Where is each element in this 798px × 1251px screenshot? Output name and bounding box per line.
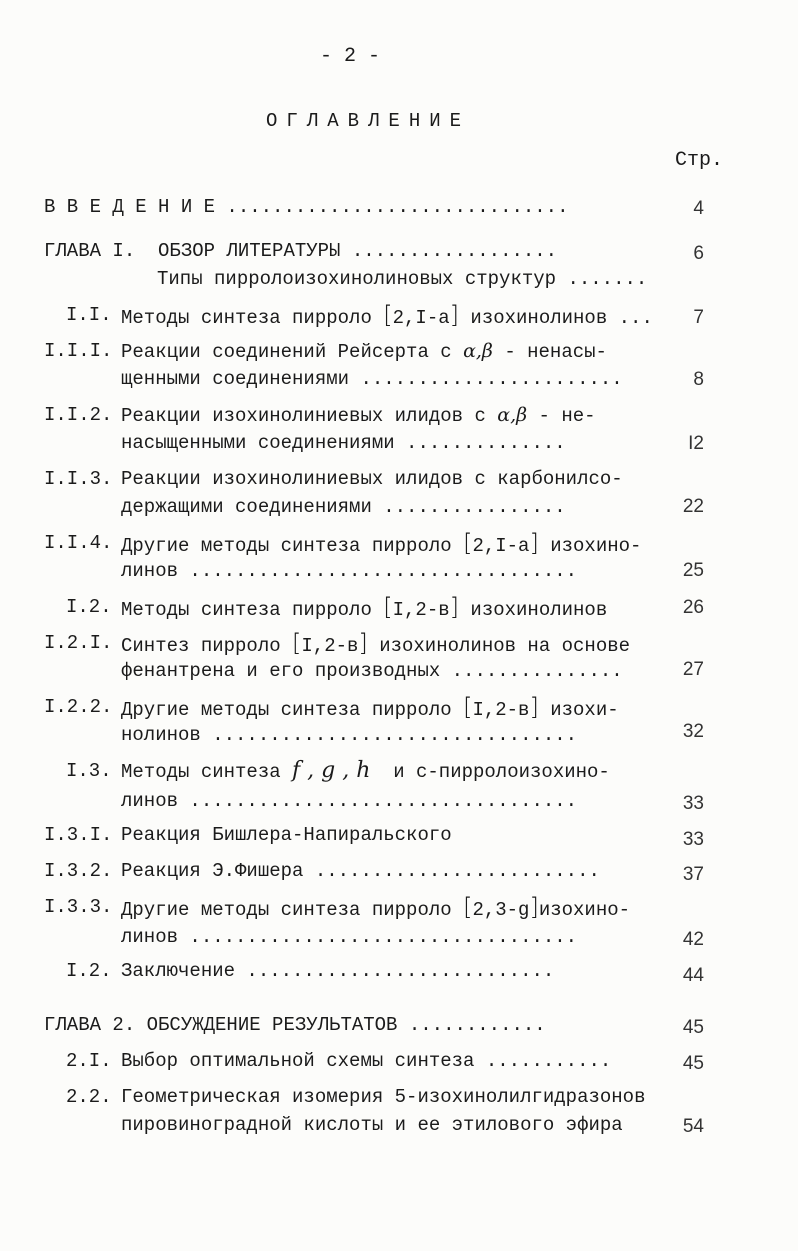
entry-text: Методы синтеза f , g , h и с-пирролоизохино-: [121, 758, 610, 783]
entry-text: Реакция Бишлера-Напиральского: [121, 824, 452, 846]
entry-text: Реакции соединений Рейсерта с α,β - ненасы-: [121, 340, 607, 363]
entry-page: 25: [682, 560, 704, 581]
entry-text-continued: нолинов ................................: [121, 724, 578, 746]
entry-text-continued: щенными соединениями .......................: [121, 368, 623, 390]
entry-text: Другие методы синтеза пирроло [2,I-а] изохино-: [121, 529, 642, 557]
entry-page: 4: [693, 198, 704, 219]
entry-page: 44: [682, 965, 704, 986]
entry-text: Геометрическая изомерия 5-изохинолилгидразонов: [121, 1086, 646, 1108]
section-number: I.2.I.: [44, 632, 113, 654]
section-number: I.I.I.: [44, 340, 113, 362]
entry-page: 33: [682, 829, 704, 850]
entry-text-continued: держащими соединениями ................: [121, 496, 566, 518]
entry-text-continued: фенантрена и его производных ...............: [121, 660, 623, 682]
section-number: I.3.2.: [44, 860, 113, 882]
entry-text: Реакции изохинолиниевых илидов с α,β - не-: [121, 404, 596, 427]
entry-text: В В Е Д Е Н И Е ..............................: [44, 196, 569, 218]
entry-page: 6: [693, 243, 704, 264]
entry-page: 8: [693, 369, 704, 390]
section-number: I.I.3.: [44, 468, 113, 490]
entry-text: ГЛАВА 2. ОБСУЖДЕНИЕ РЕЗУЛЬТАТОВ ............: [44, 1014, 546, 1036]
entry-text: Методы синтеза пирроло [I,2-в] изохинолинов: [121, 593, 608, 621]
section-number: I.3.I.: [44, 824, 113, 846]
pages-column-label: Стр.: [675, 149, 724, 172]
entry-text: Реакции изохинолиниевых илидов с карбонилсо-: [121, 468, 623, 490]
entry-text: Другие методы синтеза пирроло [I,2-в] изохи-: [121, 693, 619, 721]
entry-text-continued: линов ..................................: [121, 560, 578, 582]
section-number: I.2.: [66, 960, 112, 982]
section-number: I.2.2.: [44, 696, 113, 718]
entry-page: 54: [682, 1116, 704, 1137]
section-number: 2.I.: [66, 1050, 112, 1072]
entry-text-continued: насыщенными соединениями ..............: [121, 432, 566, 454]
entry-page: 37: [682, 864, 704, 885]
section-number: I.3.: [66, 760, 112, 782]
entry-page: 22: [682, 496, 704, 517]
section-number: I.3.3.: [44, 896, 113, 918]
entry-text: Реакция Э.Фишера .........................: [121, 860, 600, 882]
entry-page: 32: [682, 721, 704, 742]
entry-page: I2: [688, 433, 704, 454]
entry-page: 33: [682, 793, 704, 814]
section-number: I.I.: [66, 304, 112, 326]
entry-text: Другие методы синтеза пирроло [2,3-g]изохино-: [121, 893, 631, 921]
entry-text-continued: пировиноградной кислоты и ее этилового эфира: [121, 1114, 623, 1136]
page-number: - 2 -: [320, 45, 381, 68]
entry-page: 42: [682, 929, 704, 950]
toc-title: ОГЛАВЛЕНИЕ: [266, 110, 471, 132]
entry-page: 45: [682, 1017, 704, 1038]
entry-text: Синтез пирроло [I,2-в] изохинолинов на основе: [121, 629, 631, 657]
entry-text: Выбор оптимальной схемы синтеза ...........: [121, 1050, 612, 1072]
section-number: I.I.2.: [44, 404, 113, 426]
entry-page: 45: [682, 1053, 704, 1074]
section-number: I.I.4.: [44, 532, 113, 554]
entry-text: Типы пирролоизохинолиновых структур .......: [157, 268, 648, 290]
entry-page: 7: [693, 307, 704, 328]
section-number: 2.2.: [66, 1086, 112, 1108]
entry-text: ГЛАВА I. ОБЗОР ЛИТЕРАТУРЫ ..................: [44, 240, 558, 262]
entry-page: 26: [682, 597, 704, 618]
entry-text-continued: линов ..................................: [121, 926, 578, 948]
section-number: I.2.: [66, 596, 112, 618]
entry-text: Методы синтеза пирроло [2,I-а] изохинолинов ...: [121, 301, 653, 329]
entry-text: Заключение ...........................: [121, 960, 555, 982]
entry-text-continued: линов ..................................: [121, 790, 578, 812]
entry-page: 27: [682, 659, 704, 680]
